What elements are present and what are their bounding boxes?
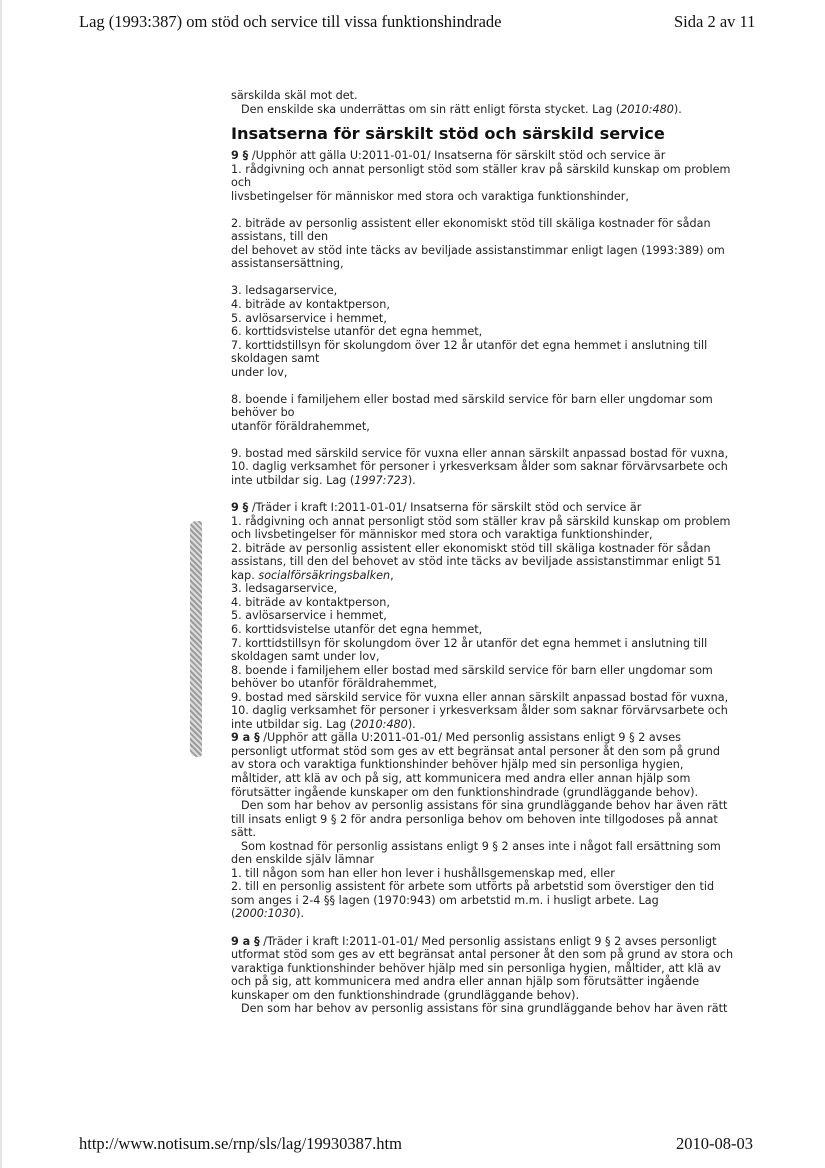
text-line: 9 a § /Upphör att gälla U:2011-01-01/ Med personlig assistans enligt 9 § 2 avses [231,731,681,745]
text-line: 2. biträde av personlig assistent eller ekonomiskt stöd till skäliga kostnader för sådan [231,216,711,230]
text-line: den enskilde själv lämnar [231,853,375,867]
text-line: 2. till en personlig assistent för arbete som utförts på arbetstid som överstiger den tid [231,880,715,894]
text-line: 10. daglig verksamhet för personer i yrkesverksam ålder som saknar förvärvsarbete och [231,460,728,474]
text-line: skoldagen samt [231,352,320,366]
law-reference-link[interactable]: socialförsäkringsbalken [258,568,391,582]
text-line: och [231,176,252,190]
paragraph-9a-new [231,935,761,1016]
text-line: Den enskilde ska underrättas om sin rätt enligt första stycket. Lag (2010:480). [241,102,682,116]
text-line: till insats enligt 9 § 2 för andra personliga behov om behoven inte tillgodoses på annat [231,812,718,826]
text-line: 5. avlösarservice i hemmet, [231,609,387,623]
text-line: inte utbildar sig. Lag (2010:480). [231,717,416,731]
text-line: Den som har behov av personlig assistans för sina grundläggande behov har även rätt [241,799,728,813]
page-number: Sida 2 av 11 [674,12,756,31]
text-line: livsbetingelser för människor med stora och varaktiga funktionshinder, [231,189,629,203]
text-line: och livsbetingelser för människor med stora och varaktiga funktionshinder, [231,528,653,542]
text-line: under lov, [231,365,288,379]
text-line: 9 § /Träder i kraft I:2011-01-01/ Insatserna för särskilt stöd och service är [231,501,642,515]
margin-bracket-mark [190,521,202,757]
text-line: behöver bo [231,406,295,420]
text-line: 9 § /Upphör att gälla U:2011-01-01/ Insatserna för särskilt stöd och service är [231,149,666,163]
section-marker: 9 a § [231,934,260,948]
text-line: 1. till någon som han eller hon lever i hushållsgemenskap med, eller [231,866,615,880]
text-line: måltider, att klä av och på sig, att kommunicera med andra eller annan hjälp som [231,772,691,786]
paragraph-9a-old [231,731,761,921]
section-marker: 9 § [231,501,249,515]
text-line: Som kostnad för personlig assistans enligt 9 § 2 anses inte i något fall ersättning som [241,839,721,853]
text-line: förutsätter ingående kunskaper om den funktionshindrade (grundläggande behov). [231,785,699,799]
text-line: 10. daglig verksamhet för personer i yrkesverksam ålder som saknar förvärvsarbete och [231,704,728,718]
text-line: 6. korttidsvistelse utanför det egna hemmet, [231,623,483,636]
text-line: 3. ledsagarservice, [231,582,338,596]
law-reference-link[interactable]: 2000:1030 [235,907,297,921]
text-line: 4. biträde av kontaktperson, [231,298,390,312]
text-line: 9. bostad med särskild service för vuxna eller annan särskilt anpassad bostad för vuxna, [231,690,729,704]
text-line: 1. rådgivning och annat personligt stöd som ställer krav på särskild kunskap om problem [231,514,731,528]
text-line: 2. biträde av personlig assistent eller ekonomiskt stöd till skäliga kostnader för sådan [231,541,711,555]
text-line: 5. avlösarservice i hemmet, [231,311,387,325]
text-line: 9 a § /Träder i kraft I:2011-01-01/ Med personlig assistans enligt 9 § 2 avses personligt [231,934,717,948]
text-line: 4. biträde av kontaktperson, [231,595,390,609]
scan-edge [0,0,2,1168]
text-line: skoldagen samt under lov, [231,650,380,664]
text-line: 1. rådgivning och annat personligt stöd som ställer krav på särskild kunskap om problem [231,162,731,176]
footer-date: 2010-08-03 [676,1134,753,1153]
text-line: assistans, till den del behovet av stöd inte täcks av beviljade assistanstimmar enligt 51 [231,555,722,569]
text-line: som anges i 2-4 §§ lagen (1970:943) om arbetstid m.m. i husligt arbete. Lag [231,893,659,907]
law-reference-link[interactable]: 1997:723 [354,474,408,488]
text-line: 8. boende i familjehem eller bostad med särskild service för barn eller ungdomar som [231,663,713,677]
text-line: assistans, till den [231,230,329,244]
text-line: 6. korttidsvistelse utanför det egna hemmet, [231,325,483,339]
page-header-title: Lag (1993:387) om stöd och service till vissa funktionshindrade [79,12,502,31]
section-heading: Insatserna för särskilt stöd och särskild service [231,124,665,144]
section-marker: 9 § [231,149,249,163]
text-line: 9. bostad med särskild service för vuxna eller annan särskilt anpassad bostad för vuxna, [231,446,729,460]
section-marker: 9 a § [231,731,260,745]
text-line: och på sig, att kommunicera med andra eller annan hjälp som förutsätter ingående [231,975,700,989]
text-line: 3. ledsagarservice, [231,284,338,298]
text-line: 8. boende i familjehem eller bostad med särskild service för barn eller ungdomar som [231,392,713,406]
text-line: behöver bo utanför föräldrahemmet, [231,677,437,691]
text-line: sätt. [231,826,257,840]
law-reference-link[interactable]: 2010:480 [354,717,408,731]
text-line: varaktiga funktionshinder behöver hjälp med sin personliga hygien, måltider, att klä av [231,961,721,975]
text-line: särskilda skäl mot det. [231,89,358,102]
paragraph-9-new [231,501,761,731]
text-line: (2000:1030). [231,907,305,921]
text-line: 7. korttidstillsyn för skolungdom över 12 år utanför det egna hemmet i anslutning till [231,338,708,352]
text-line: kunskaper om den funktionshindrade (grundläggande behov). [231,988,580,1002]
text-line: av stora och varaktiga funktionshinder behöver hjälp med sin personliga hygien, [231,758,684,772]
law-reference-link[interactable]: 2010:480 [620,102,674,116]
paragraph-9-old [231,149,761,487]
text-line: inte utbildar sig. Lag (1997:723). [231,474,416,488]
text-line: kap. socialförsäkringsbalken, [231,568,394,582]
text-line: personligt utformat stöd som ges av ett begränsat antal personer åt den som på grund [231,744,720,758]
text-line: assistansersättning, [231,257,344,271]
document-body [231,89,761,1016]
footer-url: http://www.notisum.se/rnp/sls/lag/19930387.htm [79,1134,402,1153]
text-line: utformat stöd som ges av ett begränsat antal personer åt den som på grund av stora och [231,948,734,962]
text-line: del behovet av stöd inte täcks av beviljade assistanstimmar enligt lagen (1993:389) om [231,243,725,257]
text-line: utanför föräldrahemmet, [231,419,370,433]
text-line: Den som har behov av personlig assistans för sina grundläggande behov har även rätt [241,1002,728,1016]
text-line: 7. korttidstillsyn för skolungdom över 12 år utanför det egna hemmet i anslutning till [231,636,708,650]
